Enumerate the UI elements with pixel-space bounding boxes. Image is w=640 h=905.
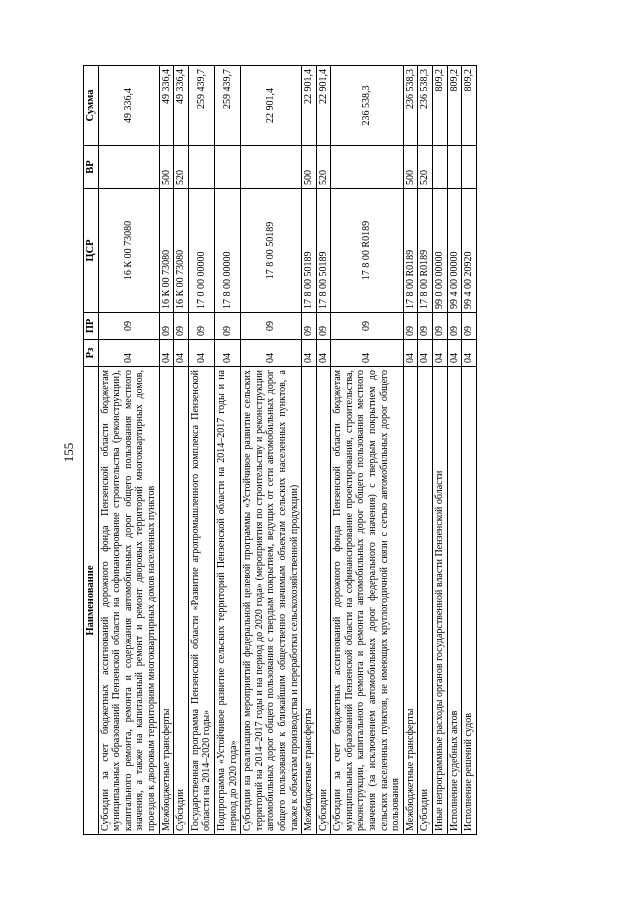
- cell-csr: 17 8 00 R0189: [418, 189, 433, 313]
- cell-name: Субсидии за счет бюджетных ассигнований дорожного фонда Пензенской области бюджетам муниципальных образований Пензенской области на софинансирование проектирования, строительства, реконструкции, капитального ремонта и ремонта автомобильных дорог общего пользования местного значения (за исключением автомобильных дорог федерального значения) с твердым покрытием до сельских населенных пунктов, не имеющих круглогодичной связи с сетью автомобильных дорог общего пользования: [331, 367, 404, 835]
- table-header-row: [84, 66, 99, 835]
- cell-pr: 09: [403, 313, 418, 340]
- cell-vr: 520: [418, 146, 433, 189]
- cell-sum: 809,2: [433, 66, 448, 146]
- cell-pr: 09: [418, 313, 433, 340]
- cell-sum: 259 439,7: [214, 66, 240, 146]
- cell-rz: 04: [433, 340, 448, 367]
- cell-name: Исполнение судебных актов: [447, 367, 462, 835]
- cell-pr: 09: [188, 313, 214, 340]
- header-pr: ПР: [84, 313, 99, 340]
- cell-pr: 09: [241, 313, 302, 340]
- cell-sum: 22 901,4: [241, 66, 302, 146]
- cell-pr: 09: [98, 313, 159, 340]
- cell-vr: [214, 146, 240, 189]
- cell-csr: 16 К 00 73080: [159, 189, 174, 313]
- cell-pr: 09: [316, 313, 331, 340]
- cell-rz: 04: [188, 340, 214, 367]
- cell-rz: 04: [159, 340, 174, 367]
- cell-sum: 259 439,7: [188, 66, 214, 146]
- cell-vr: 500: [403, 146, 418, 189]
- cell-sum: 49 336,4: [159, 66, 174, 146]
- cell-name: Субсидии: [418, 367, 433, 835]
- cell-pr: 09: [433, 313, 448, 340]
- cell-pr: 09: [159, 313, 174, 340]
- cell-pr: 09: [331, 313, 404, 340]
- cell-name: Субсидии на реализацию мероприятий федеральной целевой программы «Устойчивое развитие сельских территорий на 2014–2017 годы и на период до 2020 года» (мероприятия по строительству и реконструкции автомобильных дорог общего пользования с твердым покрытием, ведущих от сети автомобильных дорог общего пользования к ближайшим общественно значимым объектам сельских населенных пунктов, а также к объектам производства и переработки сельскохозяйственной продукции): [241, 367, 302, 835]
- cell-csr: 17 8 00 R0189: [403, 189, 418, 313]
- cell-pr: 09: [214, 313, 240, 340]
- budget-table: [83, 65, 477, 835]
- cell-rz: 04: [241, 340, 302, 367]
- cell-vr: [188, 146, 214, 189]
- table-row: [403, 66, 418, 835]
- cell-rz: 04: [174, 340, 189, 367]
- cell-csr: 99 4 00 20920: [462, 189, 477, 313]
- table-row: [302, 66, 317, 835]
- cell-rz: 04: [462, 340, 477, 367]
- cell-csr: 17 8 00 50189: [316, 189, 331, 313]
- cell-sum: 49 336,4: [98, 66, 159, 146]
- cell-vr: 520: [316, 146, 331, 189]
- cell-vr: 500: [159, 146, 174, 189]
- cell-rz: 04: [214, 340, 240, 367]
- cell-rz: 04: [403, 340, 418, 367]
- cell-name: Подпрограмма «Устойчивое развитие сельских территорий Пензенской области на 2014–2017 годы и на период до 2020 года»: [214, 367, 240, 835]
- cell-csr: 17 8 00 R0189: [331, 189, 404, 313]
- cell-csr: 99 0 00 00000: [433, 189, 448, 313]
- cell-rz: 04: [418, 340, 433, 367]
- header-rz: Рз: [84, 340, 99, 367]
- table-row: [241, 66, 302, 835]
- table-row: [188, 66, 214, 835]
- table-row: [447, 66, 462, 835]
- table-row: [331, 66, 404, 835]
- header-csr: ЦСР: [84, 189, 99, 313]
- cell-vr: 500: [302, 146, 317, 189]
- cell-sum: 236 538,3: [418, 66, 433, 146]
- cell-vr: [331, 146, 404, 189]
- cell-sum: 236 538,3: [331, 66, 404, 146]
- cell-name: Межбюджетные трансферты: [159, 367, 174, 835]
- cell-vr: [462, 146, 477, 189]
- cell-vr: [447, 146, 462, 189]
- cell-vr: [98, 146, 159, 189]
- cell-csr: 16 К 00 73080: [174, 189, 189, 313]
- cell-vr: [241, 146, 302, 189]
- cell-csr: 17 8 00 50189: [241, 189, 302, 313]
- cell-rz: 04: [447, 340, 462, 367]
- cell-csr: 16 К 00 73080: [98, 189, 159, 313]
- table-row: [433, 66, 448, 835]
- header-sum: Сумма: [84, 66, 99, 146]
- cell-sum: 809,2: [462, 66, 477, 146]
- cell-sum: 236 538,3: [403, 66, 418, 146]
- cell-pr: 09: [302, 313, 317, 340]
- cell-sum: 22 901,4: [316, 66, 331, 146]
- cell-csr: 17 8 00 00000: [214, 189, 240, 313]
- table-row: [174, 66, 189, 835]
- cell-csr: 17 0 00 00000: [188, 189, 214, 313]
- cell-name: Субсидии: [174, 367, 189, 835]
- table-row: [462, 66, 477, 835]
- cell-csr: 17 8 00 50189: [302, 189, 317, 313]
- cell-name: Субсидии за счет бюджетных ассигнований дорожного фонда Пензенской области бюджетам муниципальных образований Пензенской области на софинансирование строительства (реконструкции), капитального ремонта, ремонта и содержания автомобильных дорог общего пользования местного значения, а также на капитальный ремонт и ремонт дворовых территорий многоквартирных домов, проездов к дворовым территориям многоквартирных домов населенных пунктов: [98, 367, 159, 835]
- table-row: [214, 66, 240, 835]
- cell-sum: 809,2: [447, 66, 462, 146]
- cell-csr: 99 4 00 00000: [447, 189, 462, 313]
- cell-rz: 04: [302, 340, 317, 367]
- table-row: [316, 66, 331, 835]
- cell-vr: [433, 146, 448, 189]
- cell-sum: 22 901,4: [302, 66, 317, 146]
- header-name: Наименование: [84, 367, 99, 835]
- cell-name: Субсидии: [316, 367, 331, 835]
- cell-name: Межбюджетные трансферты: [302, 367, 317, 835]
- cell-rz: 04: [98, 340, 159, 367]
- cell-pr: 09: [174, 313, 189, 340]
- cell-pr: 09: [447, 313, 462, 340]
- cell-vr: 520: [174, 146, 189, 189]
- table-row: [418, 66, 433, 835]
- cell-rz: 04: [316, 340, 331, 367]
- cell-sum: 49 336,4: [174, 66, 189, 146]
- cell-name: Межбюджетные трансферты: [403, 367, 418, 835]
- table-row: [98, 66, 159, 835]
- table-row: [159, 66, 174, 835]
- cell-rz: 04: [331, 340, 404, 367]
- cell-name: Государственная программа Пензенской области «Развитие агропромышленного комплекса Пензенской области на 2014–2020 годы»: [188, 367, 214, 835]
- cell-name: Иные непрограммные расходы органов государственной власти Пензенской области: [433, 367, 448, 835]
- header-vr: ВР: [84, 146, 99, 189]
- cell-pr: 09: [462, 313, 477, 340]
- page-number: 155: [61, 442, 76, 463]
- cell-name: Исполнение решений судов: [462, 367, 477, 835]
